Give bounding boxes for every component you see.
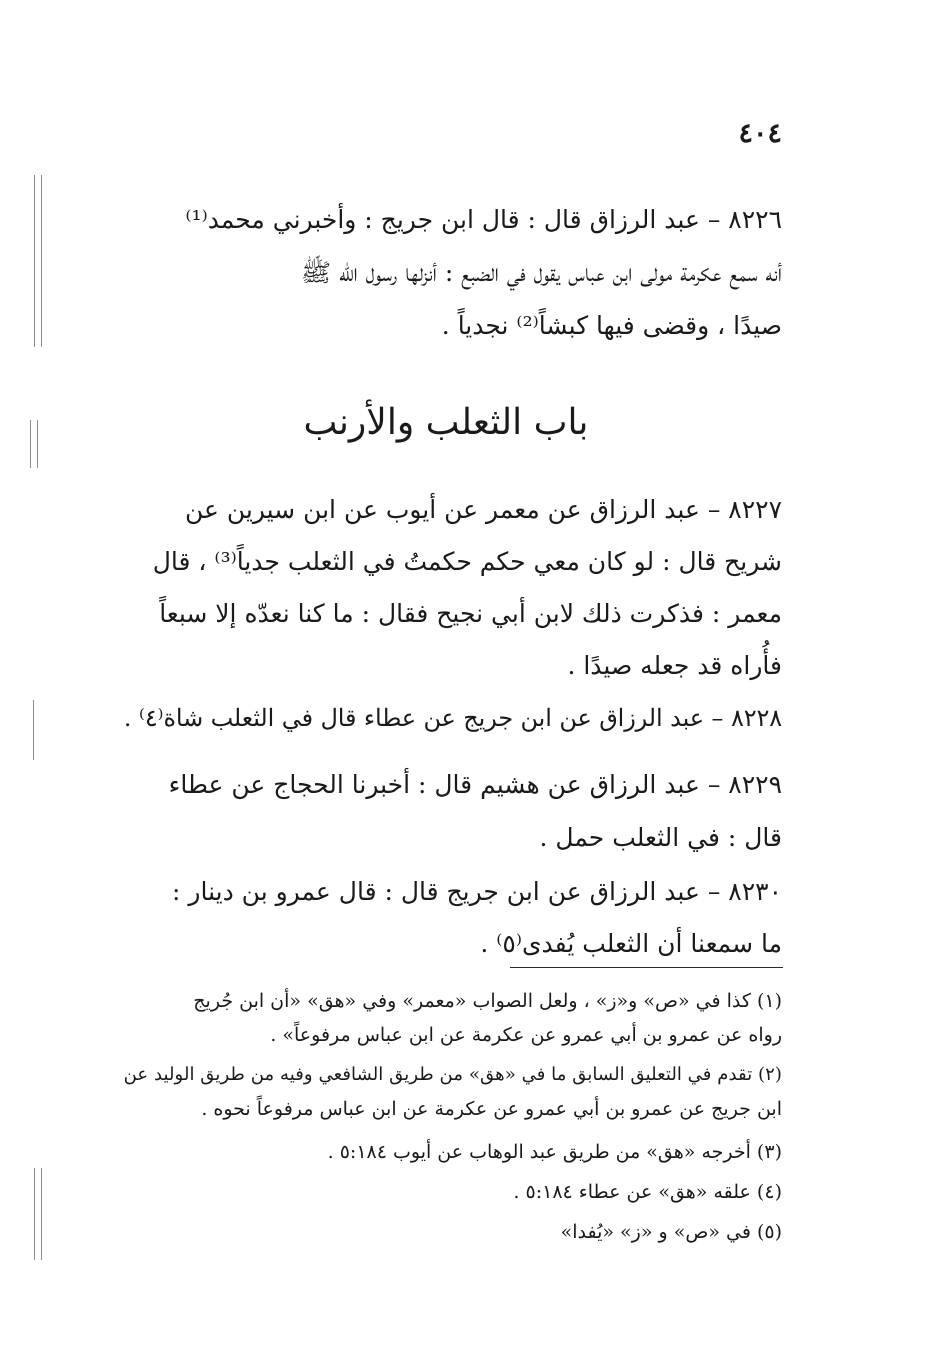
scan-edge-line	[41, 175, 42, 347]
footnote-3	[110, 1136, 782, 1168]
footnote-line: (٢) تقدم في التعليق السابق ما في «هق» من طريق الشافعي وفيه من طريق الوليد عن	[123, 1064, 782, 1085]
scan-edge-line	[34, 175, 35, 347]
hadith-8227	[110, 484, 782, 692]
footnote-line: (١) كذا في «ص» و«ز» ، ولعل الصواب «معمر» وفي «هق» «أن ابن جُريج	[193, 990, 782, 1012]
footnote-4	[110, 1176, 782, 1208]
hadith-8229	[110, 758, 782, 864]
scan-edge-line	[37, 420, 38, 468]
text-line: ما سمعنا أن الثعلب يُفدى⁽٥⁾ .	[480, 929, 782, 958]
scan-edge-line	[30, 420, 31, 468]
text-line: شريح قال : لو كان معي حكم حكمتُ في الثعلب جدياً⁽³⁾ ، قال	[152, 547, 782, 576]
scan-edge-line	[33, 700, 34, 760]
hadith-8226	[110, 193, 782, 352]
text-line: قال : في الثعلب حمل .	[539, 823, 782, 852]
text-line: معمر : فذكرت ذلك لابن أبي نجيح فقال : ما كنا نعدّه إلا سبعاً	[159, 599, 782, 628]
footnote-1	[110, 984, 782, 1052]
text-line: فأُراه قد جعله صيدًا .	[567, 651, 782, 680]
text-line: أنه سمع عكرمة مولى ابن عباس يقول في الضبع : أنزلها رسول الله ﷺ	[300, 258, 782, 287]
text-line: ٨٢٢٦ – عبد الرزاق قال : قال ابن جريج : وأخبرني محمد⁽¹⁾	[185, 205, 782, 234]
footnote-2	[110, 1058, 782, 1126]
scan-edge-line	[34, 1168, 35, 1260]
text-line: ٨٢٢٩ – عبد الرزاق عن هشيم قال : أخبرنا الحجاج عن عطاء	[168, 770, 782, 799]
footnote-line: (٥) في «ص» و «ز» «يُفدا»	[560, 1221, 782, 1243]
page-number: ٤٠٤	[738, 118, 782, 149]
footnote-line: رواه عن عمرو بن أبي عمرو عن عكرمة عن ابن عباس مرفوعاً» .	[270, 1024, 782, 1046]
hadith-8228	[110, 692, 782, 744]
text-line: ٨٢٢٧ – عبد الرزاق عن معمر عن أيوب عن ابن سيرين عن	[184, 495, 782, 524]
footnote-5	[110, 1216, 782, 1248]
hadith-8230	[110, 866, 782, 970]
chapter-heading: باب الثعلب والأرنب	[303, 402, 589, 443]
text-line: ٨٢٢٨ – عبد الرزاق عن ابن جريج عن عطاء قال في الثعلب شاة⁽٤⁾ .	[123, 704, 782, 732]
footnote-line: (٤) علقه «هق» عن عطاء ٥:١٨٤ .	[513, 1181, 782, 1203]
footnote-line: (٣) أخرجه «هق» من طريق عبد الوهاب عن أيوب ٥:١٨٤ .	[327, 1141, 782, 1163]
scan-edge-line	[41, 1168, 42, 1260]
text-line: ٨٢٣٠ – عبد الرزاق عن ابن جريج قال : قال عمرو بن دينار :	[172, 877, 782, 906]
footnote-line: ابن جريج عن عمرو بن أبي عمرو عن عكرمة عن ابن عباس مرفوعاً نحوه .	[201, 1098, 782, 1120]
text-line: صيدًا ، وقضى فيها كبشاً⁽²⁾ نجدياً .	[441, 311, 782, 340]
footnote-separator	[510, 967, 783, 968]
